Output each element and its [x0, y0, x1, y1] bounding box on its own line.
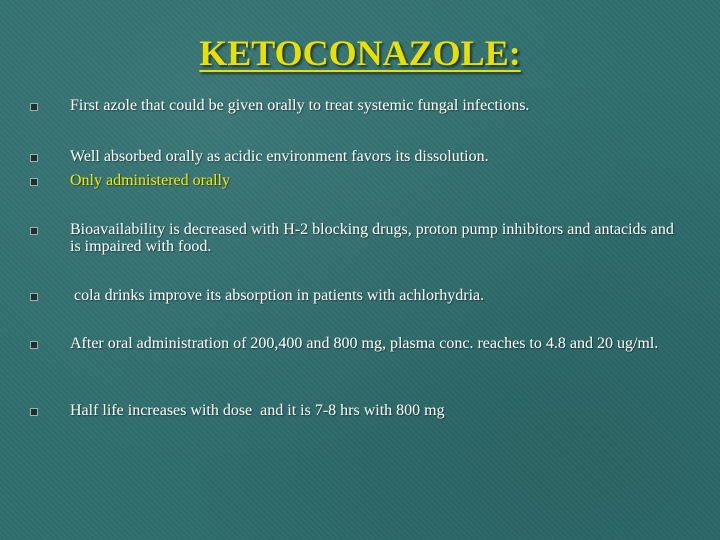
slide-title: KETOCONAZOLE: [199, 33, 521, 73]
square-bullet-icon [30, 227, 38, 235]
square-bullet-icon [30, 408, 38, 416]
bullet-text: cola drinks improve its absorption in patients with achlorhydria. [70, 287, 485, 304]
bullet-text-highlight: Only administered orally [70, 172, 230, 189]
square-bullet-icon [30, 178, 38, 186]
bullet-text: Well absorbed orally as acidic environment favors its dissolution. [70, 148, 489, 165]
bullet-text: Half life increases with dose and it is 7-8 hrs with 800 mg [70, 402, 445, 419]
square-bullet-icon [30, 293, 38, 301]
square-bullet-icon [30, 341, 38, 349]
square-bullet-icon [30, 154, 38, 162]
bullet-text: First azole that could be given orally to treat systemic fungal infections. [70, 97, 530, 114]
bullet-text: Bioavailability is decreased with H-2 blocking drugs, proton pump inhibitors and antacids and is impaired with food. [70, 221, 674, 255]
square-bullet-icon [30, 103, 38, 111]
bullet-text: After oral administration of 200,400 and 800 mg, plasma conc. reaches to 4.8 and 20 ug/ml. [70, 335, 659, 352]
